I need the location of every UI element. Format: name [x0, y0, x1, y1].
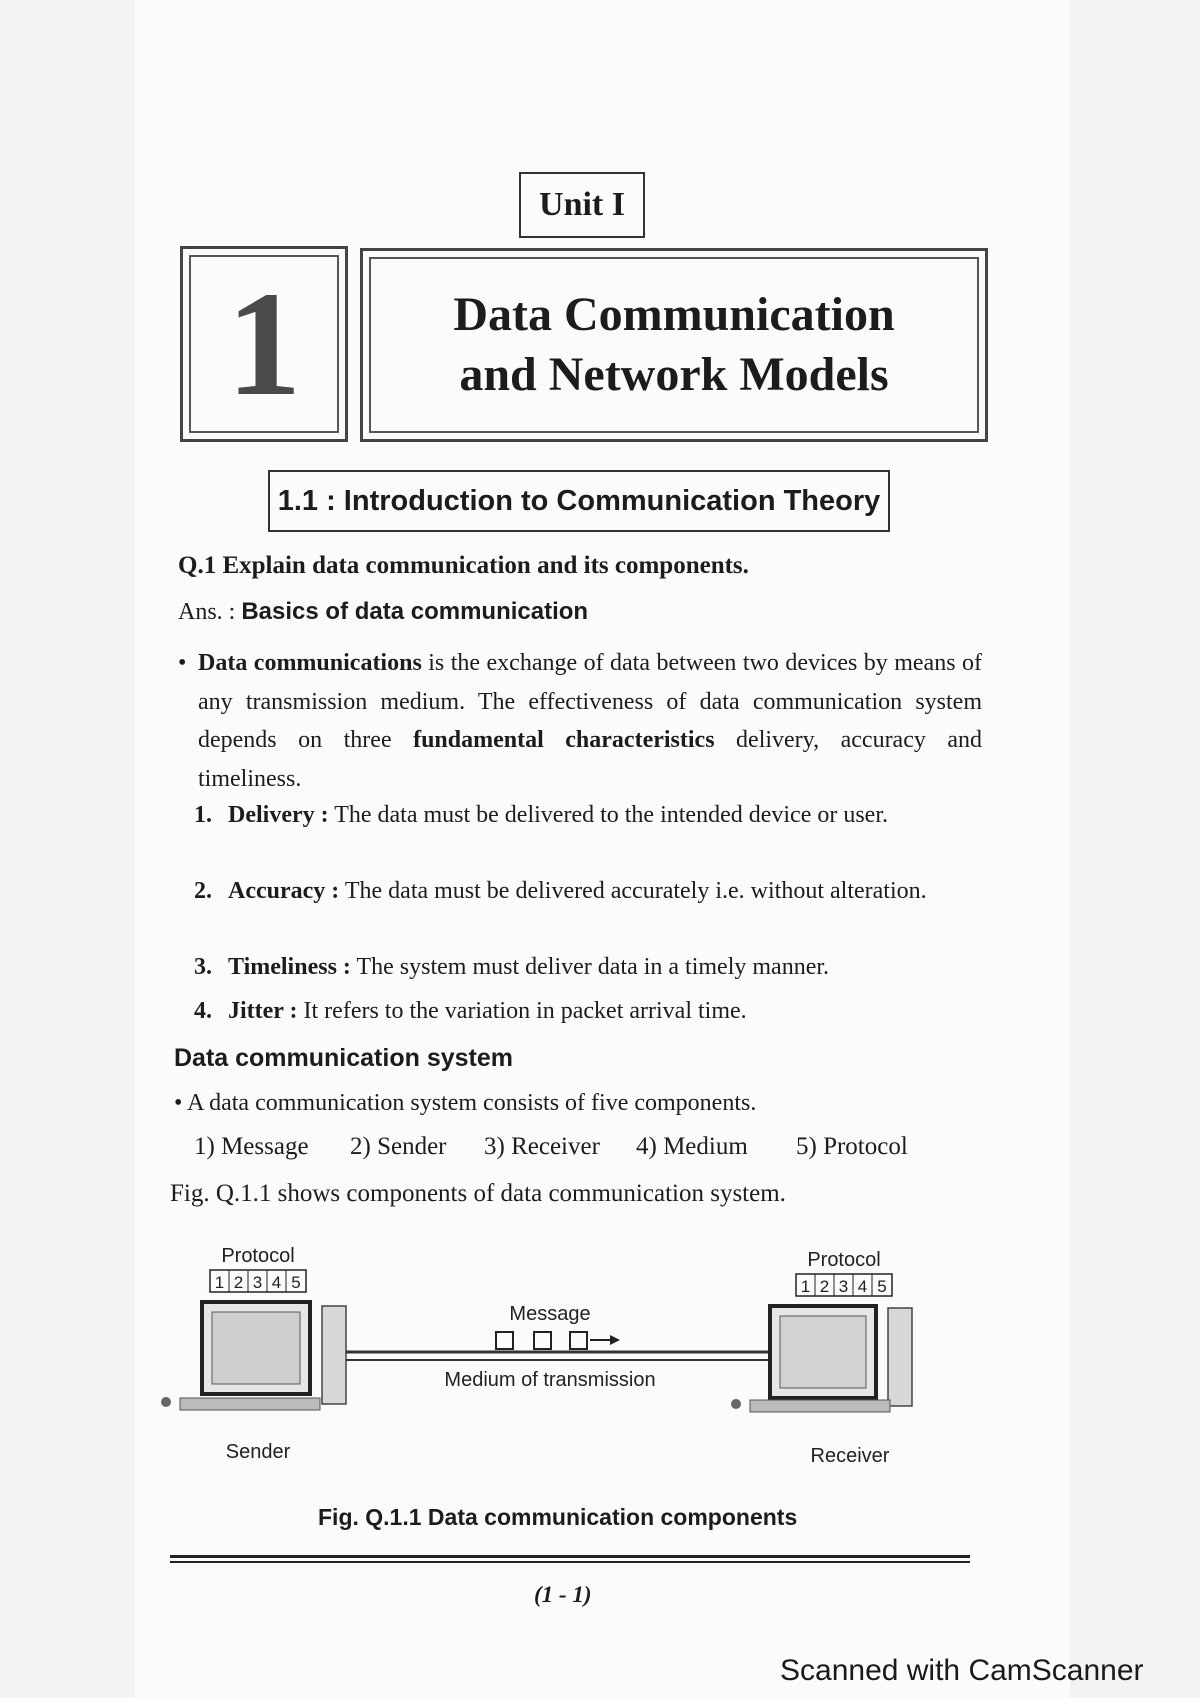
bullet-icon: •	[178, 650, 187, 676]
footer-divider	[170, 1561, 970, 1563]
component-item: 3) Receiver	[484, 1133, 600, 1160]
data-communication-diagram	[150, 1240, 990, 1480]
protocol-cell: 4	[271, 1273, 282, 1292]
list-term: Jitter :	[228, 998, 298, 1024]
list-number: 4.	[194, 998, 212, 1024]
receiver-label: Receiver	[810, 1445, 890, 1467]
chapter-number: 1	[189, 255, 339, 433]
protocol-label-right: Protocol	[807, 1249, 881, 1271]
protocol-cell: 1	[800, 1277, 811, 1296]
question-text: Q.1 Explain data communication and its components.	[178, 552, 749, 579]
protocol-cell: 5	[877, 1277, 887, 1296]
intro-bold-lead: Data communications	[198, 650, 422, 676]
protocol-cell: 3	[252, 1273, 263, 1292]
protocol-cell: 4	[857, 1277, 868, 1296]
list-desc: It refers to the variation in packet arrival time.	[297, 998, 747, 1024]
answer-prefix: Ans. :	[178, 599, 236, 625]
list-desc: The system must deliver data in a timely manner.	[350, 954, 830, 980]
intro-bold-mid: fundamental characteristics	[413, 727, 715, 753]
intro-text-2: delivery, accuracy and timeliness.	[198, 727, 983, 792]
message-label: Message	[509, 1303, 591, 1325]
sender-computer-icon	[161, 1302, 346, 1410]
list-item	[194, 800, 982, 831]
scanner-watermark: Scanned with CamScanner	[780, 1654, 1144, 1687]
intro-text-1: is the exchange of data between two devices by means of any transmission medium. The effectiveness of data communication system depends on three	[198, 650, 982, 753]
protocol-stack-right	[796, 1274, 892, 1296]
list-item	[194, 996, 982, 1027]
footer-divider	[170, 1555, 970, 1558]
answer-heading	[178, 598, 588, 626]
protocol-cell: 2	[233, 1273, 244, 1292]
intro-paragraph	[178, 644, 982, 798]
bullet-icon: •	[174, 1090, 183, 1116]
list-number: 2.	[194, 878, 212, 904]
system-bullet-text: A data communication system consists of five components.	[187, 1090, 757, 1116]
protocol-cell: 3	[838, 1277, 849, 1296]
medium-label: Medium of transmission	[444, 1369, 656, 1391]
page-number: (1 - 1)	[534, 1582, 592, 1607]
list-item	[194, 876, 982, 907]
chapter-title-line1: Data Communication	[453, 288, 895, 341]
list-number: 1.	[194, 802, 212, 828]
list-term: Delivery :	[228, 802, 329, 828]
list-term: Timeliness :	[228, 954, 351, 980]
answer-title: Basics of data communication	[241, 598, 589, 625]
chapter-title-line2: and Network Models	[459, 348, 889, 401]
section-heading: 1.1 : Introduction to Communication Theory	[268, 470, 890, 532]
message-packets-icon	[496, 1332, 620, 1349]
component-item: 1) Message	[194, 1133, 309, 1160]
sender-label: Sender	[225, 1441, 291, 1463]
unit-label: Unit I	[519, 172, 645, 238]
protocol-cell: 5	[291, 1273, 301, 1292]
protocol-stack-left	[210, 1270, 306, 1292]
system-bullet	[174, 1090, 756, 1117]
chapter-number-box	[180, 246, 348, 442]
component-item: 5) Protocol	[796, 1133, 908, 1160]
system-heading: Data communication system	[174, 1044, 513, 1072]
chapter-title-box	[360, 248, 988, 442]
list-item	[194, 952, 982, 983]
protocol-cell: 2	[819, 1277, 830, 1296]
protocol-cell: 1	[214, 1273, 225, 1292]
figure-reference: Fig. Q.1.1 shows components of data communication system.	[170, 1180, 786, 1207]
list-desc: The data must be delivered accurately i.e. without alteration.	[339, 878, 927, 904]
transmission-medium	[346, 1352, 770, 1360]
component-item: 2) Sender	[350, 1133, 447, 1160]
list-term: Accuracy :	[228, 878, 340, 904]
list-desc: The data must be delivered to the intended device or user.	[328, 802, 888, 828]
protocol-label-left: Protocol	[221, 1245, 295, 1267]
component-item: 4) Medium	[636, 1133, 748, 1160]
figure-caption: Fig. Q.1.1 Data communication components	[318, 1504, 798, 1530]
list-number: 3.	[194, 954, 212, 980]
